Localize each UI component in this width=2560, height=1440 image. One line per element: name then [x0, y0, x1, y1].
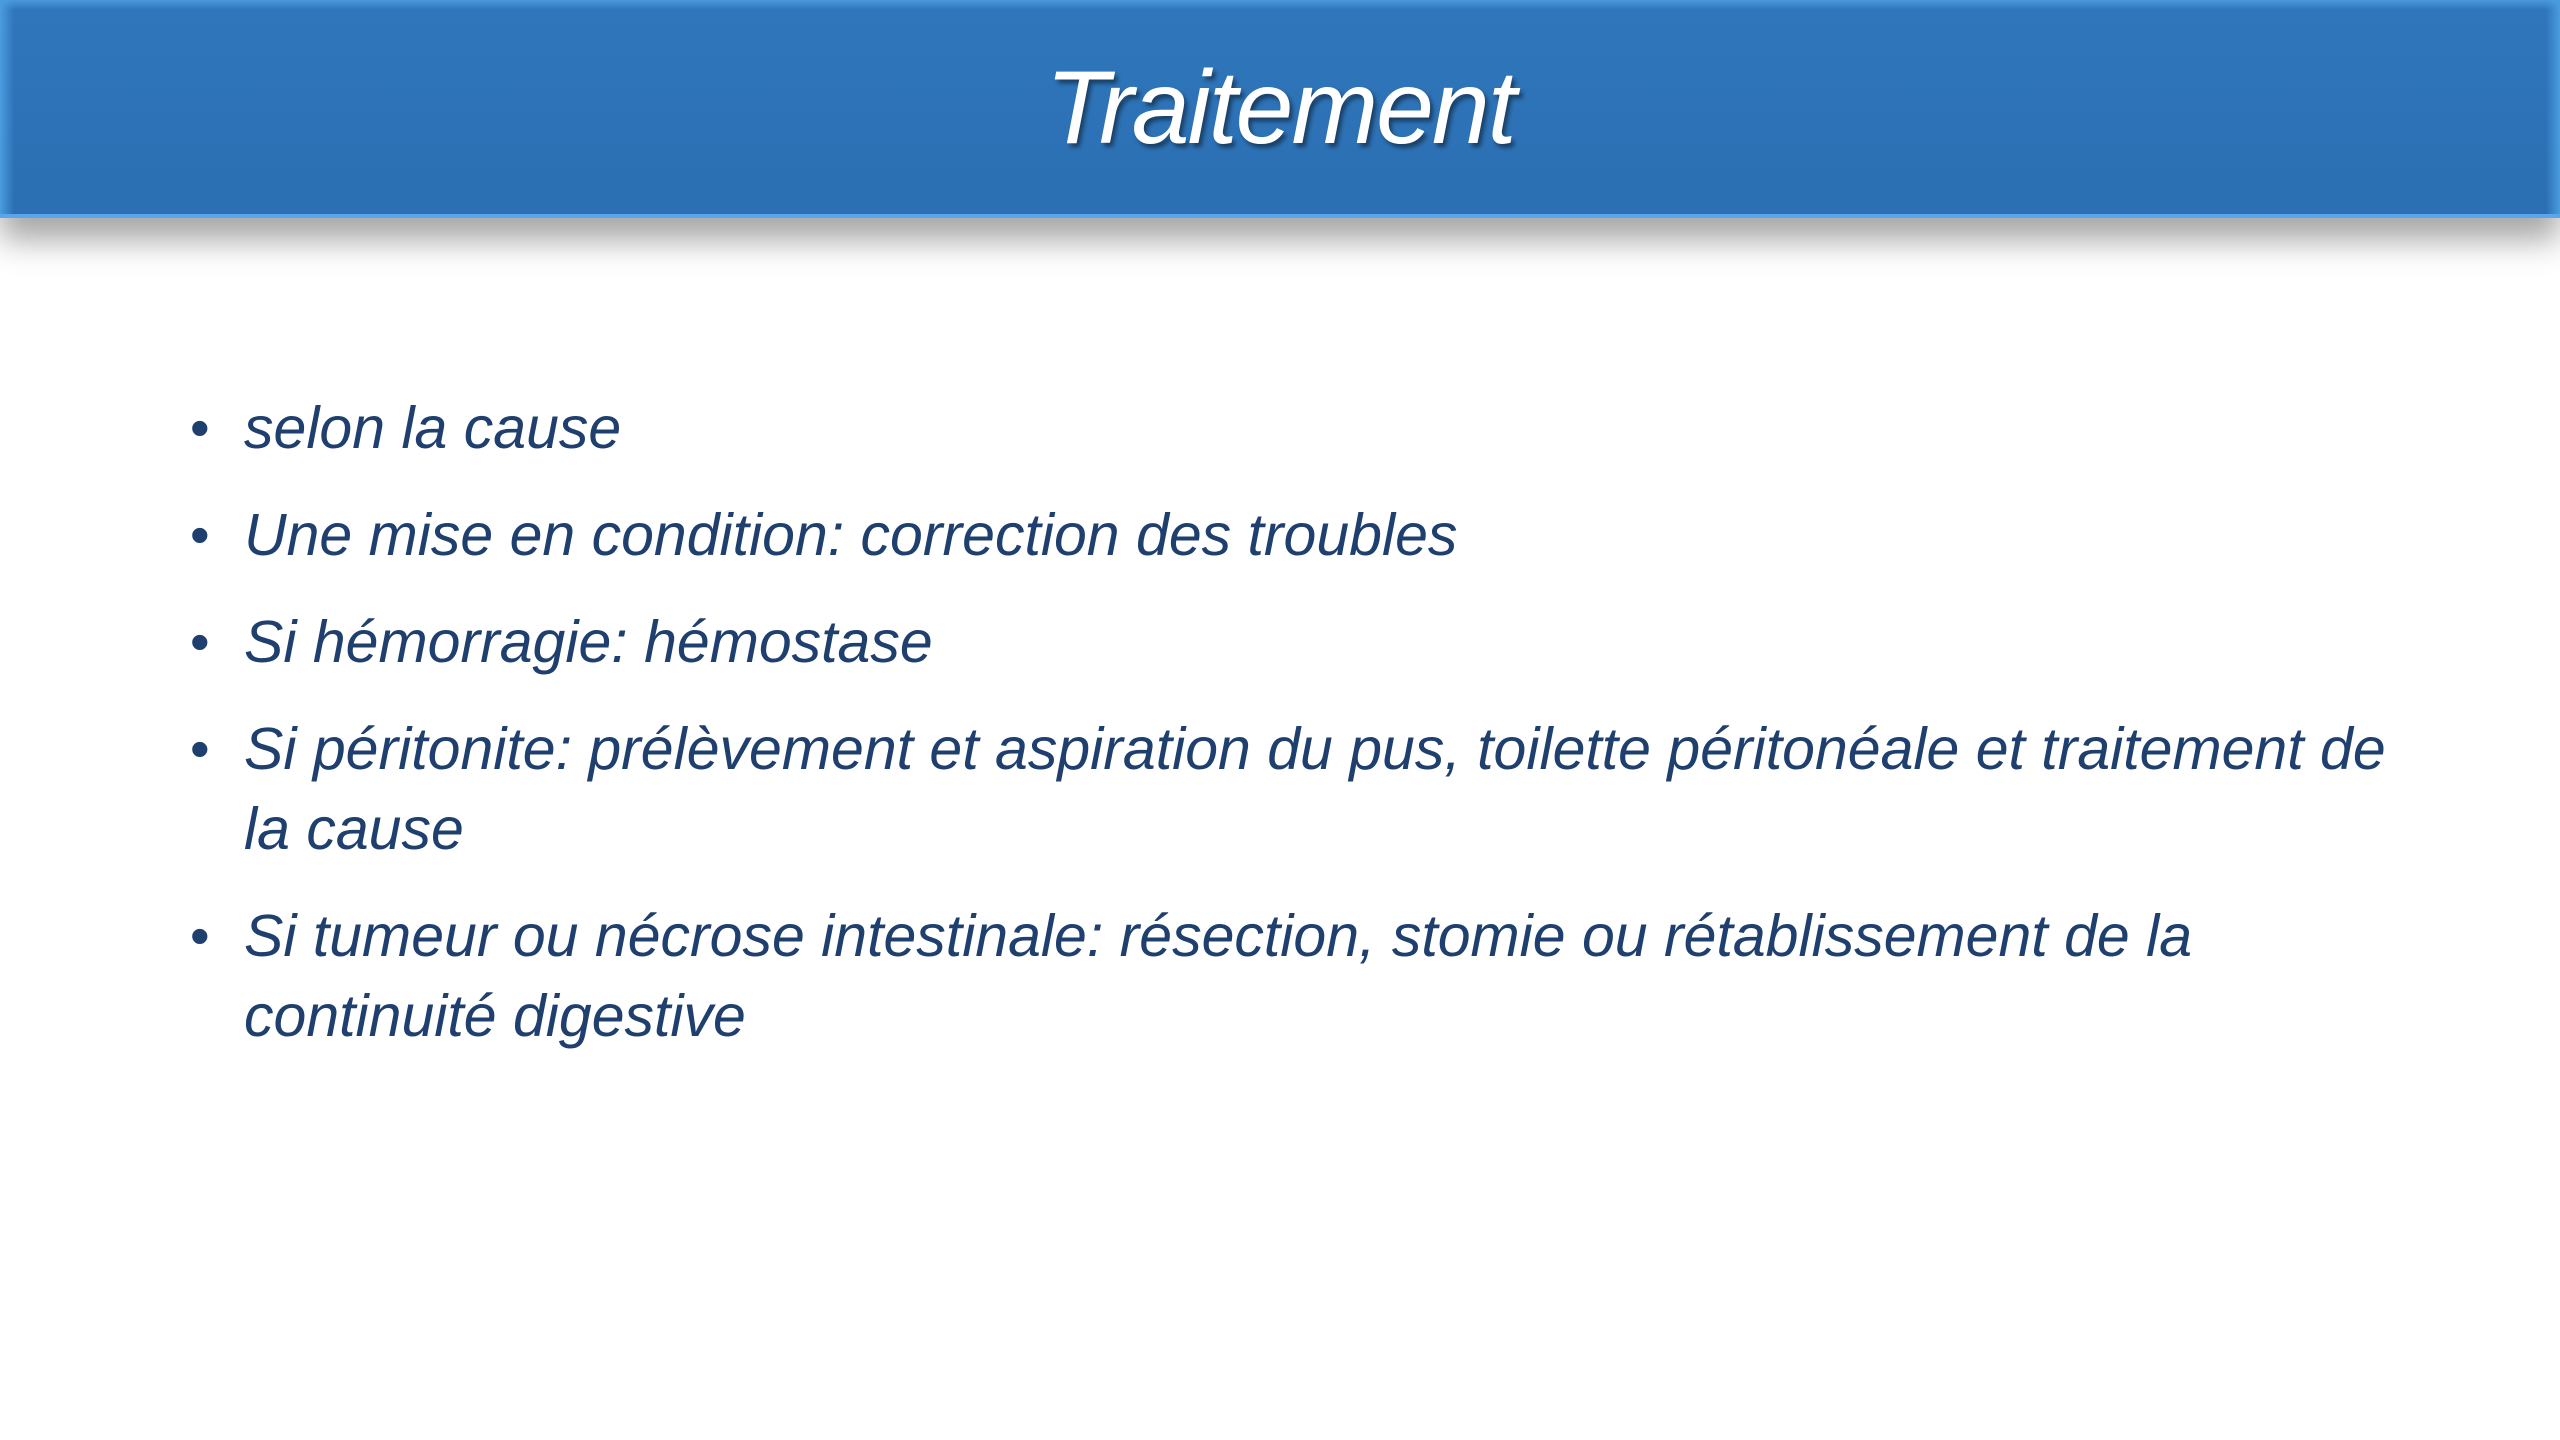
bullet-item [190, 709, 2430, 869]
bullet-item [190, 896, 2430, 1056]
bullet-icon: • [190, 396, 210, 459]
bullet-icon: • [190, 503, 210, 566]
bullet-item [190, 388, 2430, 468]
bullet-icon: • [190, 717, 210, 780]
bullet-text: Si hémorragie: hémostase [244, 609, 933, 675]
bullet-list [190, 388, 2430, 1056]
slide-content [190, 388, 2430, 1083]
bullet-text: Une mise en condition: correction des troubles [244, 502, 1458, 568]
bullet-icon: • [190, 610, 210, 673]
bullet-item [190, 602, 2430, 682]
bullet-text: Si péritonite: prélèvement et aspiration du pus, toilette péritonéale et traitement de la cause [244, 716, 2386, 862]
bullet-text: selon la cause [244, 395, 622, 461]
bullet-icon: • [190, 904, 210, 967]
bullet-item [190, 495, 2430, 575]
bullet-text: Si tumeur ou nécrose intestinale: résection, stomie ou rétablissement de la continuité digestive [244, 903, 2193, 1049]
slide-title: Traitement [1045, 50, 1515, 166]
title-bar [0, 0, 2560, 218]
